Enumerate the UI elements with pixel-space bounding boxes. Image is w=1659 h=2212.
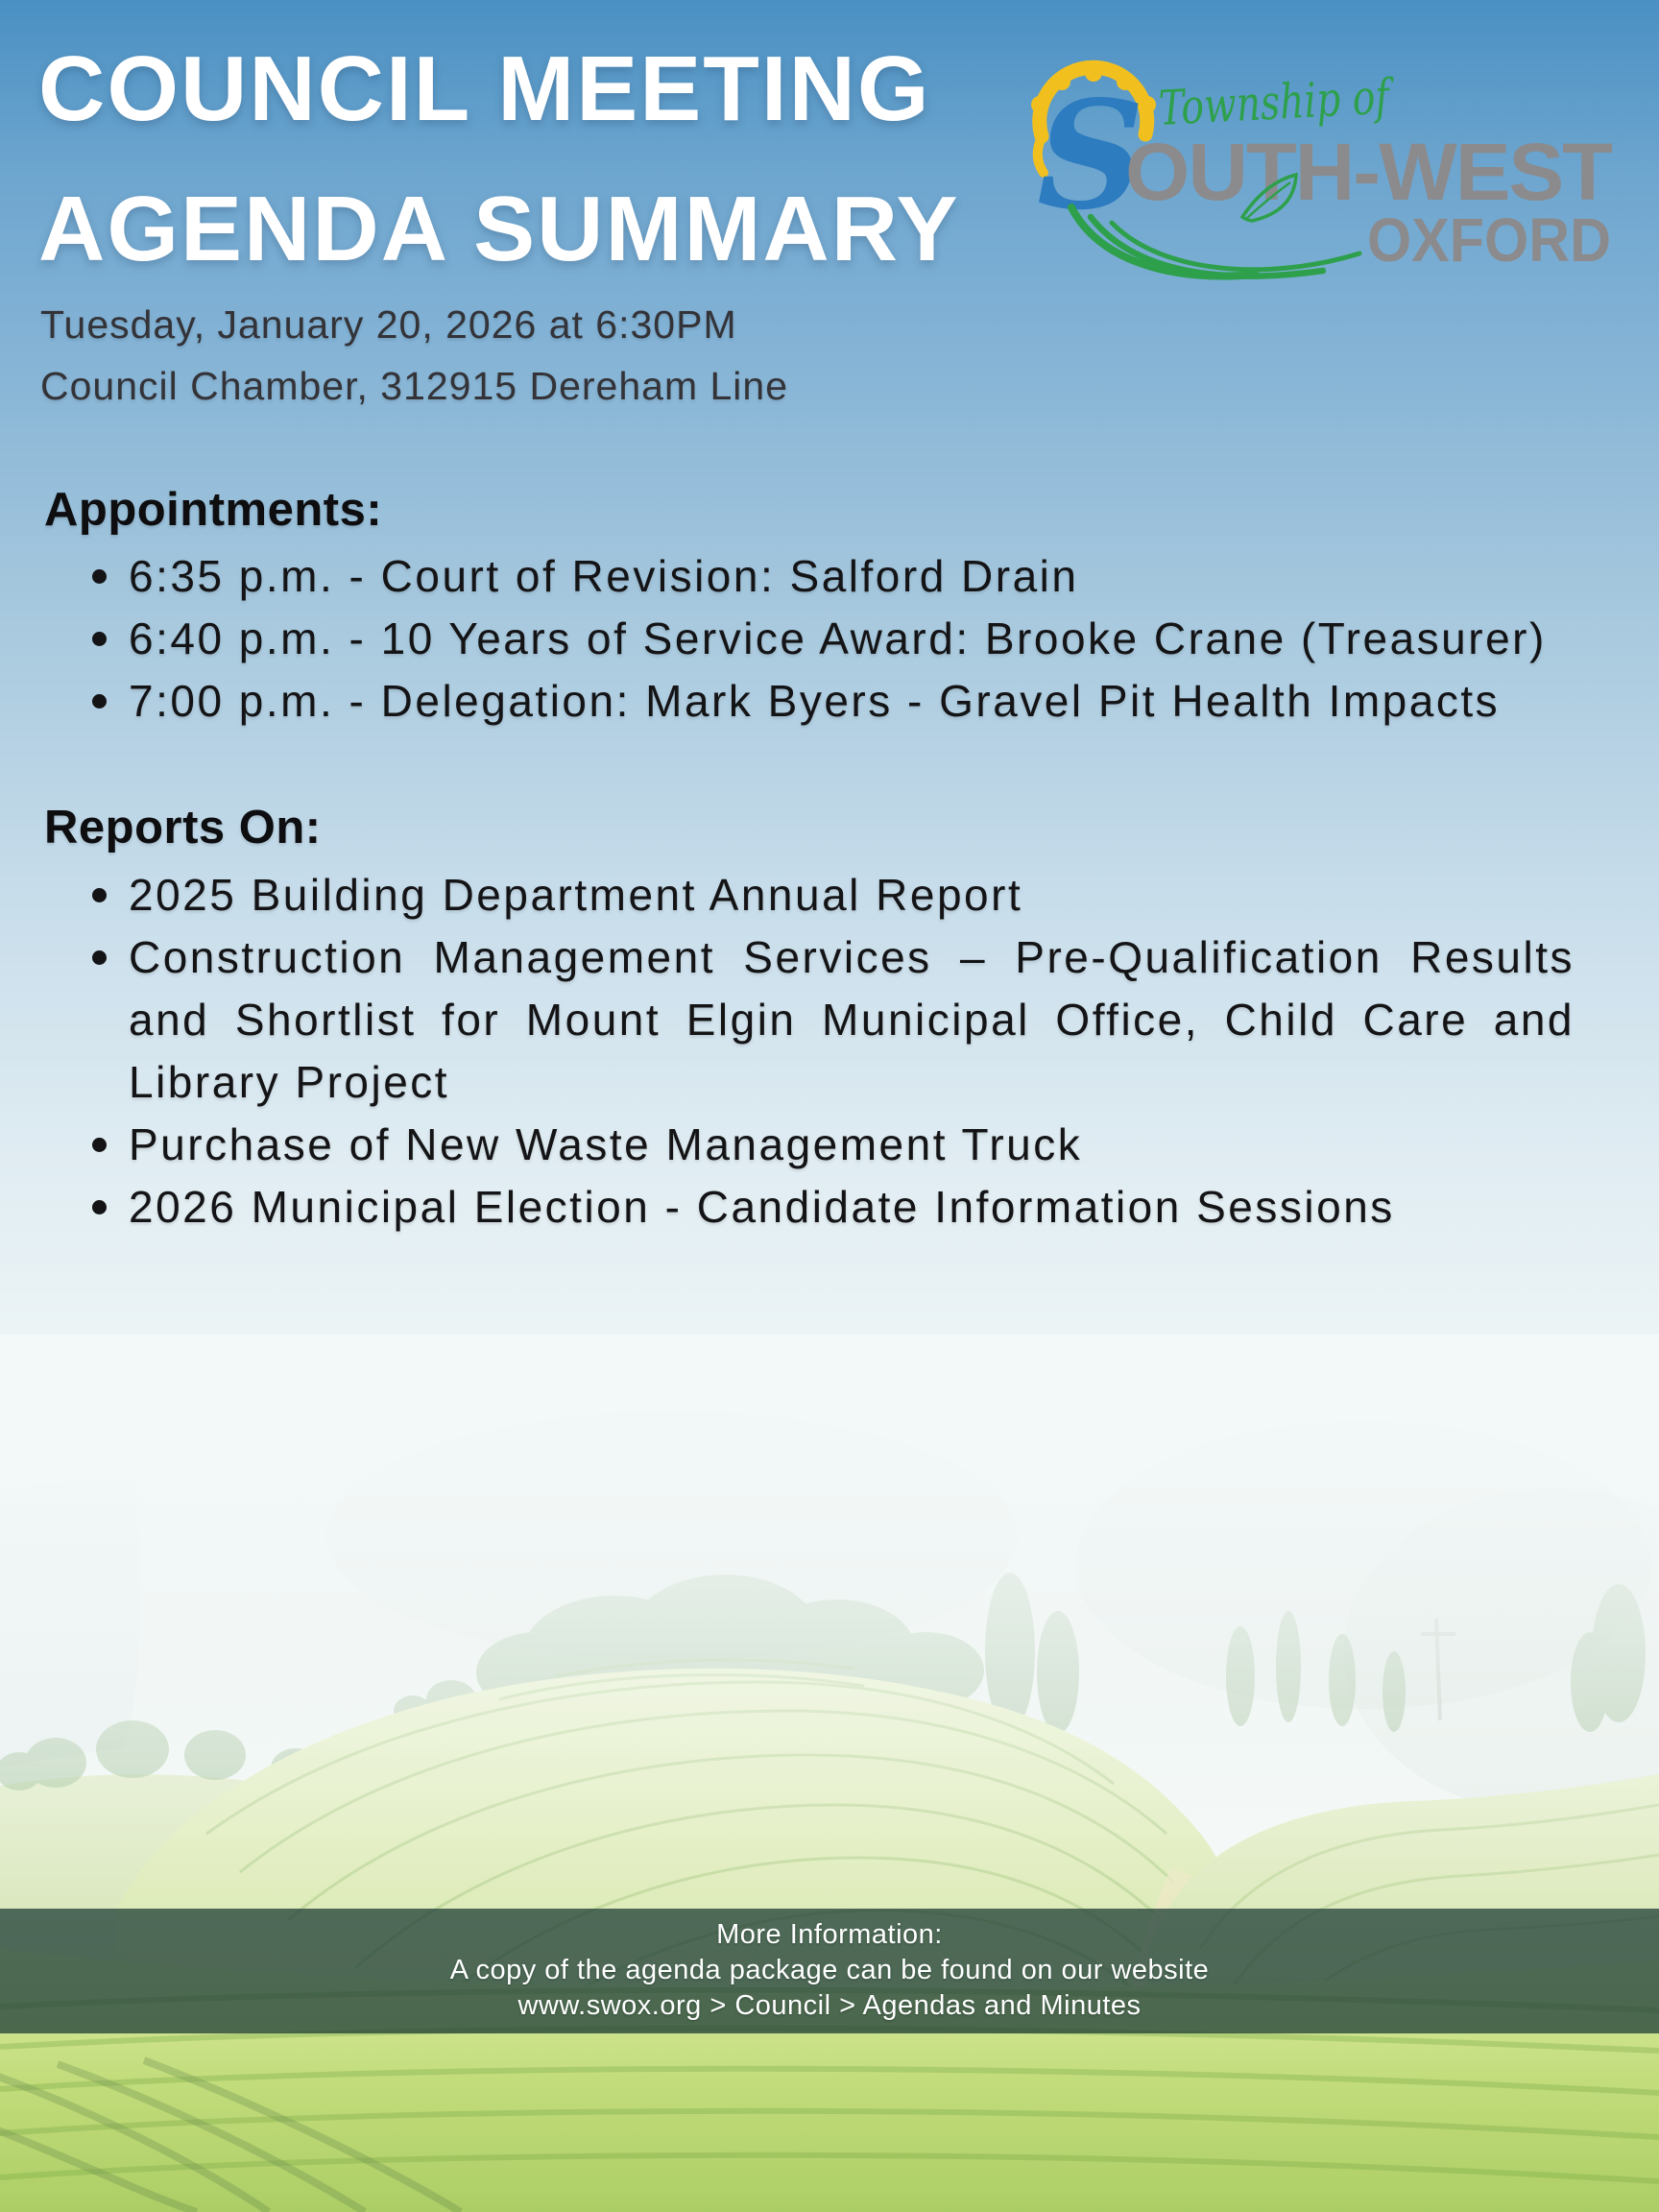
landscape-photo — [0, 1334, 1659, 2212]
logo-initial: S — [1037, 67, 1144, 243]
appointments-heading: Appointments: — [44, 484, 383, 536]
logo-script-text: Township of — [1157, 65, 1454, 136]
title-line-2: AGENDA SUMMARY — [38, 178, 960, 280]
list-item: Purchase of New Waste Management Truck — [84, 1114, 1575, 1176]
logo-wordmark-bottom: OXFORD — [1367, 205, 1611, 275]
fog-overlay — [0, 1334, 1659, 2212]
page-title — [38, 19, 960, 300]
township-logo — [1014, 29, 1636, 290]
list-item: 6:35 p.m. - Court of Revision: Salford Drain — [84, 545, 1617, 608]
list-item: 2025 Building Department Annual Report — [84, 864, 1575, 926]
meeting-datetime: Tuesday, January 20, 2026 at 6:30PM — [40, 302, 737, 347]
list-item: 7:00 p.m. - Delegation: Mark Byers - Gravel Pit Health Impacts — [84, 670, 1617, 733]
footer-breadcrumb: www.swox.org > Council > Agendas and Minutes — [517, 1990, 1142, 2021]
list-item: Construction Management Services – Pre-Qualification Results and Shortlist for Mount Elgin Municipal Office, Child Care and Library Project — [84, 926, 1575, 1114]
logo-wordmark-top: OUTH-WEST — [1125, 127, 1613, 217]
list-item: 2026 Municipal Election - Candidate Information Sessions — [84, 1176, 1575, 1238]
meeting-location: Council Chamber, 312915 Dereham Line — [40, 364, 789, 408]
reports-heading: Reports On: — [44, 802, 322, 854]
reports-list — [84, 864, 1575, 1238]
list-item: 6:40 p.m. - 10 Years of Service Award: Brooke Crane (Treasurer) — [84, 608, 1617, 670]
title-line-1: COUNCIL MEETING — [38, 37, 931, 140]
appointments-list — [84, 545, 1617, 733]
footer — [0, 1909, 1659, 2033]
footer-more-info: More Information: — [716, 1919, 943, 1950]
footer-description: A copy of the agenda package can be found on our website — [449, 1955, 1210, 1985]
